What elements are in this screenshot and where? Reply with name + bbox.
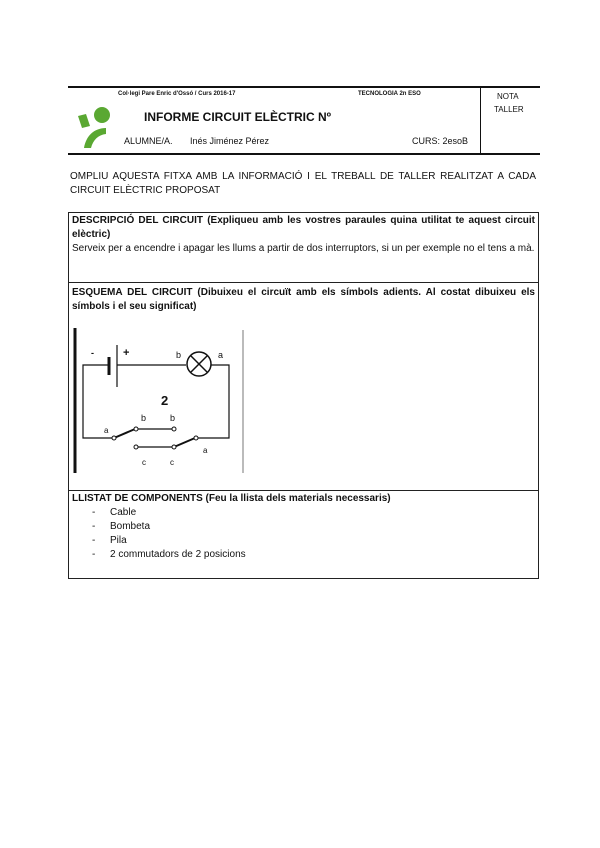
grade-label: NOTA [497, 92, 519, 101]
list-item: - 2 commutadors de 2 posicions [92, 549, 246, 560]
label-lamp-a: a [218, 350, 224, 360]
list-item: - Cable [92, 507, 137, 518]
components-section [68, 490, 539, 579]
subject: TECNOLOGIA 2n ESO [358, 91, 421, 97]
course: CURS: 2esoB [412, 136, 469, 146]
schema-heading: ESQUEMA DEL CIRCUIT [72, 287, 193, 298]
label-sw2-b: b [170, 413, 176, 423]
switch-1-lever [114, 429, 135, 438]
label-minus: - [91, 348, 94, 358]
description-hint: (Expliqueu amb les vostres paraules quina utilitat te aquest circuit elèctric) [72, 215, 535, 240]
components-list [72, 506, 535, 562]
components-heading: LLISTAT DE COMPONENTS [72, 493, 203, 504]
header-top-rule [68, 86, 540, 88]
label-lamp-b: b [176, 350, 182, 360]
schema-hint: (Dibuixeu el circuït amb els símbols adients. Al costat dibuixeu els símbols i el seu significat) [72, 287, 535, 312]
school-logo [76, 106, 112, 150]
list-item: - Pila [92, 535, 127, 546]
switch-2-lever [174, 438, 195, 447]
description-text: Serveix per a encendre i apagar les llums a partir de dos interruptors, si un per exemple no el tens a mà. [72, 243, 535, 254]
label-number: 2 [161, 393, 169, 408]
header-divider [480, 86, 481, 154]
list-item: - Bombeta [92, 521, 151, 532]
description-section [68, 212, 539, 283]
page-title: INFORME CIRCUIT ELÈCTRIC Nº [144, 110, 332, 124]
student-label: ALUMNE/A. [124, 136, 173, 146]
lamp-icon [187, 352, 211, 376]
label-plus: + [123, 347, 130, 359]
circuit-diagram [66, 325, 256, 475]
student-name: Inés Jiménez Pérez [190, 136, 270, 146]
school-name: Col·legi Pare Enric d'Ossó / Curs 2016-17 [118, 91, 236, 97]
instructions: OMPLIU AQUESTA FITXA AMB LA INFORMACIÓ I EL TREBALL DE TALLER REALITZAT A CADA CIRCUIT ELÈCTRIC PROPOSAT [70, 171, 536, 196]
header-bottom-rule [68, 153, 540, 155]
label-sw1-a: a [104, 426, 109, 435]
label-sw2-c: c [170, 458, 174, 467]
label-sw2-a: a [203, 446, 208, 455]
label-sw1-b: b [141, 413, 147, 423]
components-hint: (Feu la llista dels materials necessaris) [202, 493, 391, 504]
label-sw1-c: c [142, 458, 146, 467]
grade-label-taller: TALLER [494, 105, 524, 114]
wire-left [83, 365, 114, 438]
description-heading: DESCRIPCIÓ DEL CIRCUIT [72, 215, 203, 226]
